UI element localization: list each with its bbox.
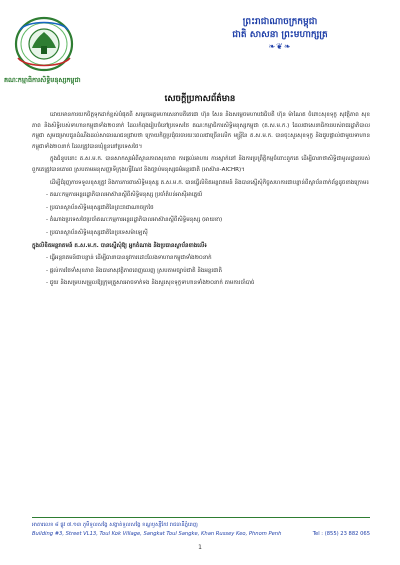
- list-item: - ប្រធានស្ថាប័នសិទ្ធិមនុស្សជាតិនៃប្រទេសម៉ាឡេស៊ី: [46, 229, 148, 236]
- document-title: សេចក្តីប្រកាសព័ត៌មាន: [164, 94, 236, 104]
- kingdom-line-1: ព្រះរាជាណាចក្រកម្ពុជា: [242, 17, 318, 27]
- org-name: គណៈកម្មាធិការសិទ្ធិមនុស្សកម្ពុជា: [4, 76, 81, 84]
- list-item-text: គណៈកម្មការអន្តររដ្ឋាភិបាលអាស៊ានស្តីពីសិទ្ធិមនុស្ស ប្រចាំតំបន់អាស៊ីអាគ្នេយ៍: [49, 192, 203, 199]
- list-item-text: ប្រធានស្ថាប័នសិទ្ធិមនុស្សជាតិនៃព្រះរាជាណាចក្រថៃ: [49, 204, 154, 211]
- list-item: - ប្រធានស្ថាប័នសិទ្ធិមនុស្សជាតិនៃព្រះរាជាណាចក្រថៃ: [46, 204, 154, 211]
- paragraph-1: ដោយមានការយកចិត្តទុកដាក់ខ្ពស់បំផុតពី សម្តេចអគ្គមហាសេនាបតីតេជោ ហ៊ុន សែន និងសម្តេចមហាបវរធិបតី ហ៊ុន ម៉ាណែត ចំពោះសុខទុក្ខ សុវត្ថិភាព សុខភាព និងសិទ្ធិរបស់ទាហានកម្ពុជាទាំង២០នាក់ ដែលកំពុងរៀបចំនៅប្រទេសថៃ គណៈកម្មាធិការសិទ្ធិមនុស្សកម្ពុជា (គ.ស.ម.ក.) ដែលជាសេនាធិការរបស់រាជរដ្ឋាភិបាលកម្ពុជា សូមជម្រាបជូនដំណឹងដល់សាធារណជនជ្រាបថា ក្រោយកិច្ចប្រជុំចរចារយៈពេលជាច្រើនលើក មន្ត្រីនៃ គ.ស.ម.ក. បានចុះសួរសុខទុក្ខ និងជួបផ្ទាល់ជាមួយទាហានកម្ពុជាទាំង២០នាក់ ដែលត្រូវបានឃុំខ្លួននៅប្រទេសថៃ។: [32, 112, 370, 150]
- ornament-divider: ❧❦❧: [268, 42, 292, 51]
- footer-address-english: Building #3, Street VL13, Toul Kok Village, Sangkat Toul Sangke, Khan Russey Keo, Phnom Penh: [32, 531, 282, 537]
- section-subheading: ក្នុងលិខិតអន្តរាគមន៍ គ.ស.ម.ក. បានស្នើសុំឱ្យ អ្នកតំណាង និងប្រធានស្ថាប័នខាងលើ៖: [32, 242, 207, 249]
- document-body: [32, 110, 370, 291]
- footer-address-khmer: អាគារលេខ ៨ ផ្លូវ ៧.១៣ ភូមិទួលសង្កែ សង្កាត់ទួលសង្កែ ខណ្ឌឫស្សីកែវ រាជធានីភ្នំពេញ: [32, 522, 198, 528]
- list-item-text: ផ្តល់ការថែទាំសុខភាព និងធានាសុវត្ថិភាពពេញលេញ ស្របតាមច្បាប់ជាតិ និងអន្តរជាតិ: [49, 267, 223, 274]
- list-item-text: ជួយ និងសម្របសម្រួលឱ្យក្រុមគ្រួសារអាចទាក់ទង និងសួរសុខទុក្ខទាហានទាំង២០នាក់ តាមការចាំបាច់: [49, 280, 255, 287]
- paragraph-3: ដើម្បីជំរុញការទទួលខុសត្រូវ និងការការពារសិទ្ធិមនុស្ស គ.ស.ម.ក. បានធ្វើលិខិតអន្តរាគមន៍ និងបានស្នើសុំកិច្ចសហការជាបន្ទាន់ពីស្ថាប័នពាក់ព័ន្ធដូចខាងក្រោម៖: [50, 179, 369, 186]
- list-item-text: ប្រធានស្ថាប័នសិទ្ធិមនុស្សជាតិនៃប្រទេសម៉ាឡេស៊ី: [49, 229, 148, 236]
- list-item: - ជួយ និងសម្របសម្រួលឱ្យក្រុមគ្រួសារអាចទាក់ទង និងសួរសុខទុក្ខទាហានទាំង២០នាក់ តាមការចាំបាច់: [46, 280, 255, 287]
- list-item-text: ធ្វើអន្តរាគមន៍ជាបន្ទាន់ ដើម្បីធានាបាននូវការដោះលែងទាហានកម្ពុជាទាំង២០នាក់: [49, 255, 212, 262]
- list-item: - ធ្វើអន្តរាគមន៍ជាបន្ទាន់ ដើម្បីធានាបាននូវការដោះលែងទាហានកម្ពុជាទាំង២០នាក់: [46, 255, 212, 262]
- kingdom-header: [180, 16, 380, 52]
- footer-telephone: Tel : (855) 23 882 065: [312, 531, 370, 537]
- footer-divider: [32, 517, 370, 518]
- kingdom-line-2: ជាតិ សាសនា ព្រះមហាក្សត្រ: [232, 30, 328, 40]
- list-item: - តំណាងប្រទេសថៃប្រចាំគណៈកម្មការអន្តររដ្ឋាភិបាលអាស៊ានស្តីពីសិទ្ធិមនុស្ស (អាយខា): [46, 217, 223, 224]
- list-item: - ផ្តល់ការថែទាំសុខភាព និងធានាសុវត្ថិភាពពេញលេញ ស្របតាមច្បាប់ជាតិ និងអន្តរជាតិ: [46, 267, 223, 274]
- page-number: 1: [198, 544, 202, 551]
- paragraph-2: ក្នុងជំនួបនោះ គ.ស.ម.ក. បានសាកសួរអំពីស្ថានភាពសុខភាព ការផ្តល់អាហារ ការស្នាក់នៅ និងការប្រព្រឹត្តិកម្មចំពោះពួកគេ ដើម្បីធានាថាសិទ្ធិជាមូលដ្ឋានរបស់ពួកគេត្រូវបានគោរព ស្របតាមអនុសញ្ញាទីក្រុងហ្សឺណែវ និងច្បាប់មនុស្សធម៌អន្តរជាតិ (អាស៊ាន-AICHR)។: [32, 156, 370, 173]
- list-item-text: តំណាងប្រទេសថៃប្រចាំគណៈកម្មការអន្តររដ្ឋាភិបាលអាស៊ានស្តីពីសិទ្ធិមនុស្ស (អាយខា): [49, 217, 223, 224]
- org-logo-icon: [8, 14, 80, 74]
- list-item: - គណៈកម្មការអន្តររដ្ឋាភិបាលអាស៊ានស្តីពីសិទ្ធិមនុស្ស ប្រចាំតំបន់អាស៊ីអាគ្នេយ៍: [46, 192, 203, 199]
